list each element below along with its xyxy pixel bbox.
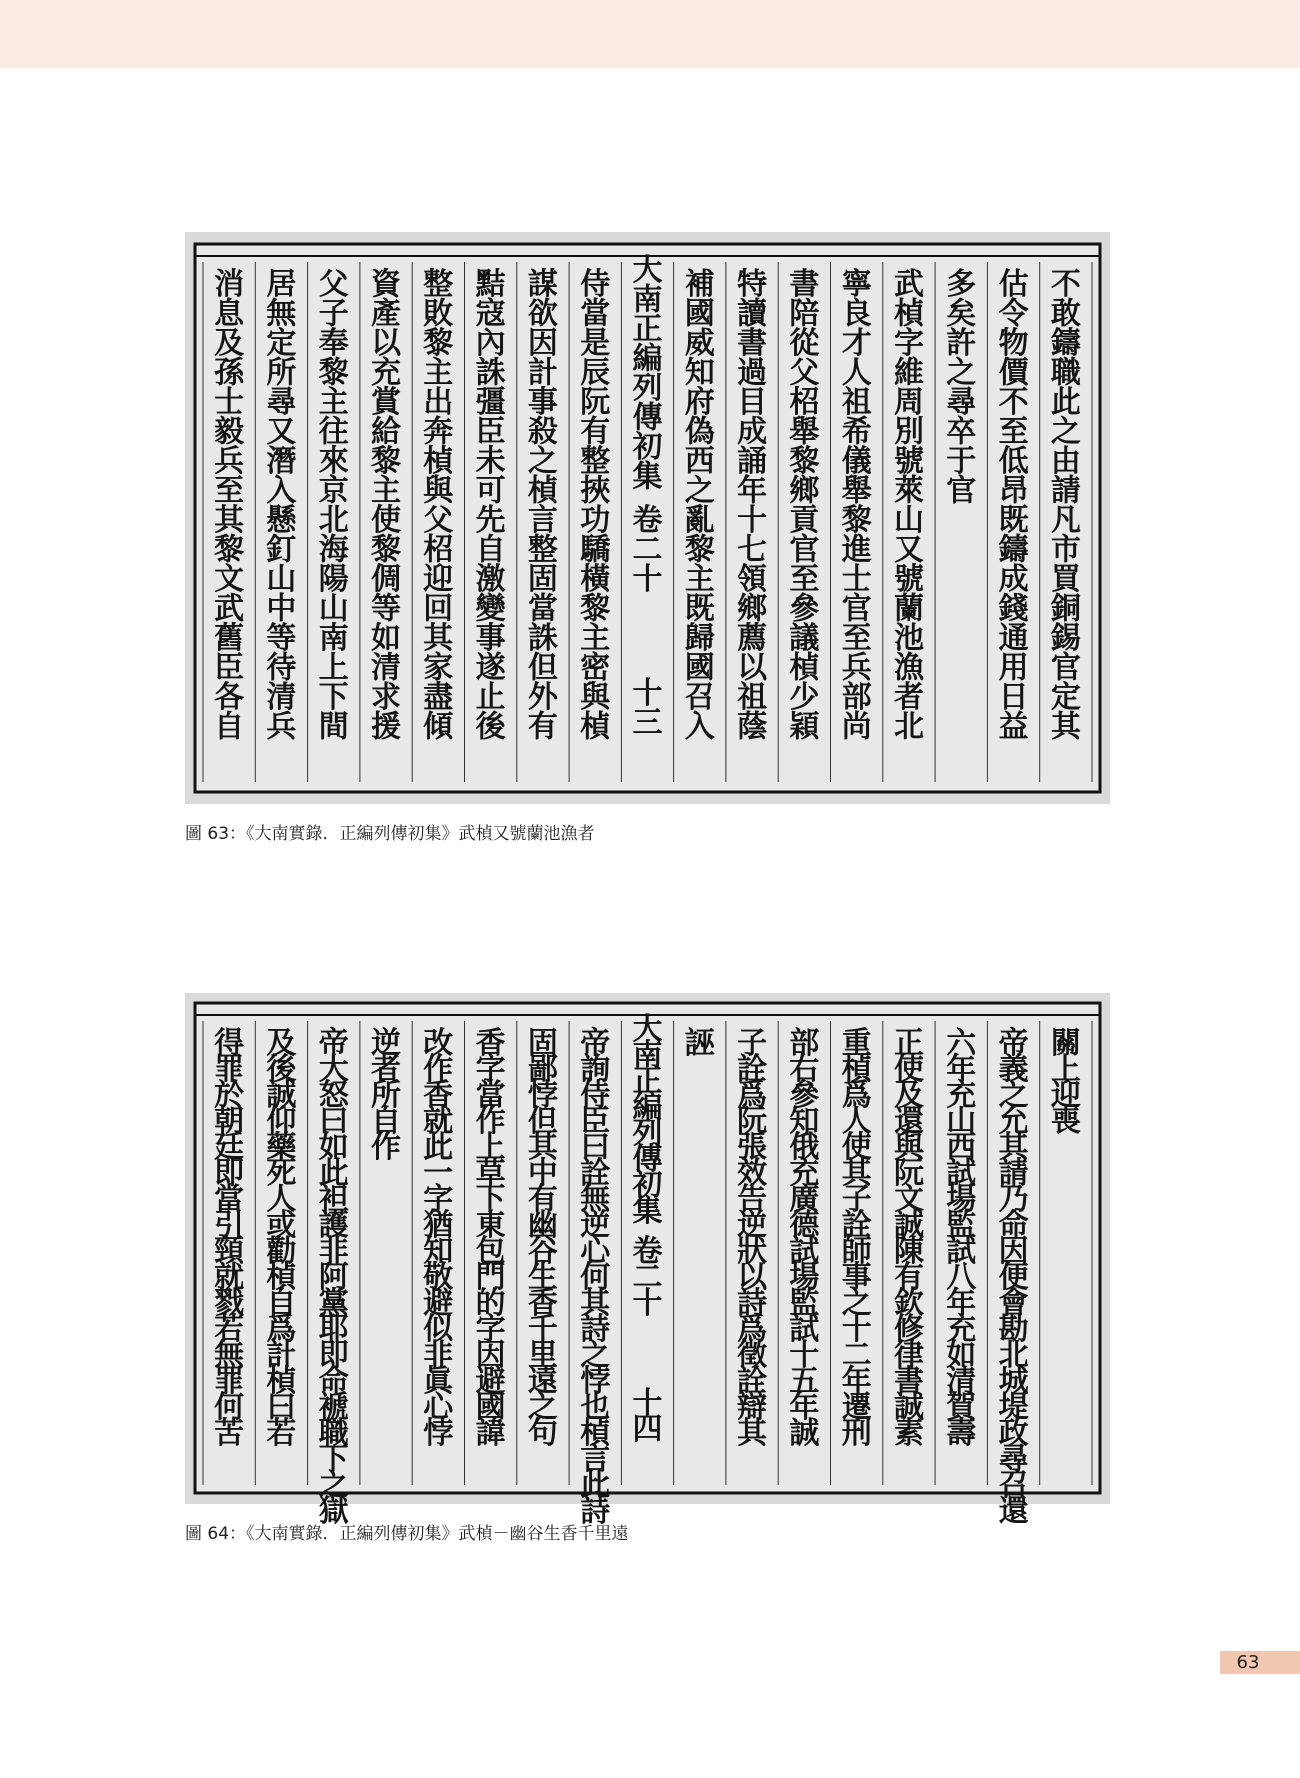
text-column: 謀欲因計事殺之楨言整固當誅但外有	[527, 267, 558, 745]
text-column: 帝詢侍臣曰詮無逆心何其詩之悖也楨言此詩	[580, 1026, 611, 1529]
text-column: 居無定所尋又潛入懸釘山中等待清兵	[266, 267, 297, 745]
text-column: 帝義之允其請乃命因便會勘北城堤政尋召還	[998, 1026, 1029, 1529]
text-column: 逆者所自作	[371, 1026, 401, 1165]
page-number: 63	[1236, 1652, 1260, 1673]
scanned-page-image	[185, 232, 1110, 804]
text-column: 得罪於朝廷即當引頸就戮若無罪何苦	[214, 1026, 245, 1451]
text-column: 固鄙悖但其中有幽谷生香千里遠之句	[527, 1026, 558, 1451]
text-column: 寧良才人祖希儀舉黎進士官至兵部尚	[841, 267, 872, 745]
text-column: 特讀書過目成誦年十七領鄉薦以祖蔭	[737, 267, 768, 745]
text-column: 補國威知府偽西之亂黎主既歸國召入	[684, 267, 715, 745]
text-column: 書陪從父柖舉黎鄉貢官至參議楨少穎	[789, 267, 820, 745]
text-column: 不敢鑄職此之由請凡市買銅錫官定其	[1050, 267, 1081, 745]
text-column: 侍當是辰阮有整挾功驕橫黎主密與楨	[580, 267, 611, 745]
text-column: 整敗黎主出奔楨與父柖迎回其家盡傾	[423, 267, 454, 745]
title-column: 大南正編列傳初集	[632, 1012, 663, 1229]
text-column: 部右參知俄充廣德試場監試十五年誠	[789, 1026, 820, 1451]
volume-label: 卷二十	[632, 1234, 663, 1321]
text-column: 關上迎喪	[1050, 1026, 1081, 1139]
text-column: 資產以充賞給黎主使黎倜等如清求援	[371, 267, 401, 745]
header-band	[0, 0, 1300, 68]
scanned-page-figure-63	[185, 232, 1110, 804]
volume-label: 卷二十	[632, 503, 663, 597]
folio-number: 十四	[632, 1386, 663, 1447]
text-column: 估令物價不至低昂既鑄成錢通用日益	[998, 267, 1029, 745]
title-column: 大南正編列傳初集	[632, 253, 663, 495]
text-column: 香字當作上草下東包門的字因避國諱	[475, 1026, 506, 1451]
text-column: 重楨爲人使其子詮師事之十二年遷刑	[841, 1026, 872, 1451]
figure-caption-64: 圖 64：《大南實錄．正編列傳初集》武楨－幽谷生香千里遠	[185, 1524, 629, 1544]
text-column: 六年充山西試場監試八年充如清賀壽	[946, 1026, 977, 1451]
text-column: 子詮爲阮張效告逆狀以詩爲徵詮辯其	[737, 1026, 768, 1451]
text-column: 武楨字維周別號萊山又號蘭池漁者北	[894, 267, 924, 745]
text-column: 誣	[684, 1026, 715, 1061]
text-column: 消息及孫士毅兵至其黎文武舊臣各自	[214, 267, 245, 745]
text-column: 改作香就此一字猶知敬避似非眞心悖	[423, 1026, 454, 1451]
folio-number: 十三	[632, 676, 663, 741]
scanned-page-figure-64	[185, 993, 1110, 1529]
text-column: 黠寇內誅彊臣未可先自激變事遂止後	[475, 267, 506, 745]
text-column: 帝大怒曰如此袒護非阿黨耶即命褫職下之獄	[318, 1026, 349, 1529]
scanned-page-image	[185, 993, 1110, 1529]
text-column: 正使及還與阮文誠陳有欽修律書誠素	[894, 1026, 924, 1451]
figure-caption-63: 圖 63：《大南實錄．正編列傳初集》武楨又號蘭池漁者	[185, 824, 595, 844]
text-column: 父子奉黎主往來京北海陽山南上下間	[318, 267, 349, 745]
text-column: 及後誠仰藥死人或勸楨自爲計楨曰若	[266, 1026, 297, 1451]
text-column: 多矣許之尋卒于官	[946, 267, 977, 509]
